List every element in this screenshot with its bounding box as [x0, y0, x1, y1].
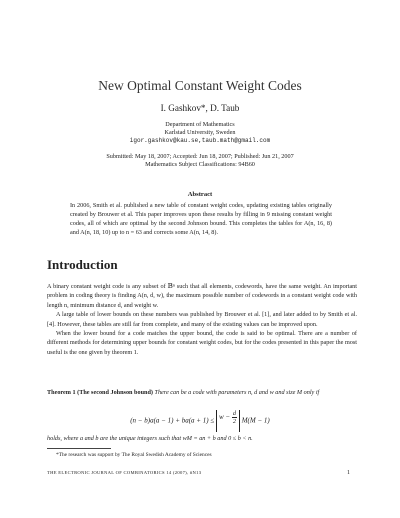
formula-left: (n − b)a(a − 1) + ba(a + 1) ≤ [130, 416, 215, 425]
submission-dates: Submitted: May 18, 2007; Accepted: Jun 18, 2007; Published: Jun 21, 2007 [106, 153, 294, 160]
affiliation-department: Department of Mathematics [165, 121, 235, 128]
theorem-tail: holds, where a and b are the unique integers such that wM = an + b and 0 ≤ b < n. [47, 435, 253, 442]
fraction-denominator: 2 [232, 418, 236, 425]
footnote-rule [47, 448, 111, 449]
johnson-bound-formula [0, 410, 400, 432]
formula-fraction [232, 410, 237, 425]
formula-inner: w − [218, 413, 231, 422]
paper-title: New Optimal Constant Weight Codes [98, 78, 302, 93]
author-emails: igor.gashkov@kau.se,taub.math@gmail.com [129, 137, 271, 144]
page-number: 1 [347, 470, 350, 476]
theorem-label: Theorem 1 (The second Johnson bound) [47, 389, 153, 396]
paper-authors: I. Gashkov*, D. Taub [160, 103, 240, 113]
formula-right: M(M − 1) [241, 416, 270, 425]
section-heading: Introduction [47, 257, 118, 272]
intro-paragraph-2: A large table of lower bounds on these numbers was published by Brouwer et al. [1], and later added to by Smith et al. [4]. However, these tables are still far from complete, and many of the existing values can be improved upon. [47, 311, 357, 328]
fraction-numerator: d [232, 410, 236, 417]
journal-footer: THE ELECTRONIC JOURNAL OF COMBINATORICS 14 (2007), #N13 [47, 470, 202, 475]
abstract-text: In 2006, Smith et al. published a new table of constant weight codes, updating existing tables originally created by Brouwer et al. This paper improves upon these results by filling in 9 missing constant weight codes, all of which are optimal by the second Johnson bound. This completes the tables for A(n, 16, 8) and A(n, 18, 10) up to n = 63 and corrects some A(n, 14, 8). [70, 202, 332, 236]
theorem-text: There can be a code with parameters n, d and w and size M only if [154, 389, 320, 396]
subject-classification: Mathematics Subject Classifications: 94B60 [145, 161, 255, 168]
intro-paragraph-3: When the lower bound for a code matches the upper bound, the code is said to be optimal. There are a number of different methods for determining upper bounds for constant weight codes, but for the codes presented in this paper the most useful is the one given by theorem 1. [47, 330, 357, 356]
affiliation-university: Karlstad University, Sweden [164, 129, 236, 136]
theorem-block [47, 388, 357, 397]
intro-paragraph-1: A binary constant weight code is any subset of 𝔹ⁿ such that all elements, codewords, have the same weight. An important problem in coding theory is finding A(n, d, w), the maximum possible number of codewords in a constant weight code with length n, minimum distance d, and weight w. [47, 283, 357, 309]
formula-bracket [216, 410, 240, 432]
abstract-heading: Abstract [187, 191, 213, 198]
footnote: *The research was support by The Royal Swedish Academy of Sciences [56, 452, 212, 458]
intro-body [47, 282, 357, 357]
